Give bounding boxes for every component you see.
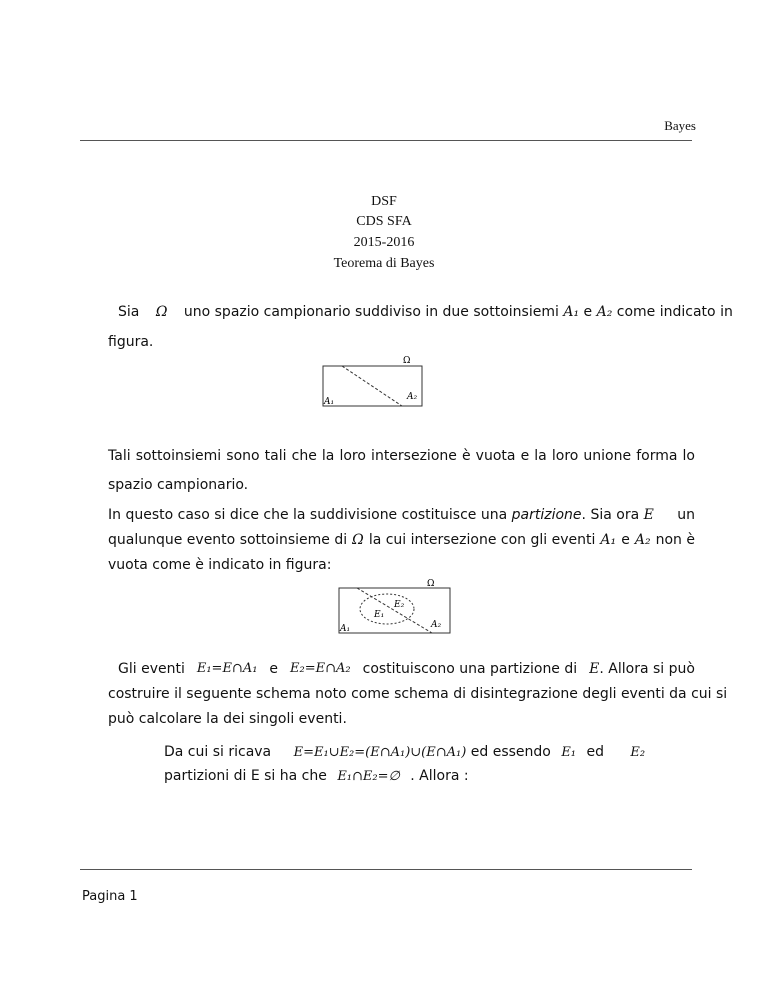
figure2-a2-label: A₂ — [431, 620, 442, 630]
p3-line1: In questo caso si dice che la suddivisione costituisce una partizione. Sia ora E un — [108, 507, 695, 523]
figure2-e2-label: E₂ — [394, 600, 405, 610]
running-header: Bayes — [664, 118, 696, 133]
p5-line2: partizioni di E si ha che E₁∩E₂=∅ . Allora : — [164, 768, 469, 784]
figure1-a2-label: A₂ — [407, 392, 418, 402]
figure1-divider — [342, 366, 402, 406]
header-rule — [80, 140, 692, 141]
figure1-omega-label: Ω — [403, 356, 411, 366]
course-code: CDS SFA — [356, 214, 412, 229]
formula-e1: E₁=E∩A₁ — [196, 661, 258, 676]
page-title: Teorema di Bayes — [333, 256, 435, 271]
course-label: DSF — [371, 194, 397, 209]
figure2-omega-label: Ω — [427, 579, 435, 589]
p4-line1: Gli eventi E₁=E∩A₁ e E₂=E∩A₂ costituiscono una partizione di E. Allora si può — [118, 661, 695, 677]
formula-union: E=E₁∪E₂=(E∩A₁)∪(E∩A₁) — [293, 745, 467, 760]
figure2-event-e — [360, 594, 414, 624]
p3-line3: vuota come è indicato in figura: — [108, 557, 332, 573]
figure1-a1-label: A₁ — [324, 397, 335, 407]
p2: Tali sottoinsiemi sono tali che la loro intersezione è vuota e la loro unione forma lo spazio campionario. — [108, 448, 695, 493]
figure-event-intersection — [335, 574, 455, 636]
p3-line2: qualunque evento sottoinsieme di Ω la cui intersezione con gli eventi A₁ e A₂ non è — [108, 532, 695, 548]
p4-line2: costruire il seguente schema noto come schema di disintegrazione degli eventi da cui si — [108, 686, 728, 702]
p4-line3: può calcolare la dei singoli eventi. — [108, 711, 347, 727]
figure2-e1-label: E₁ — [374, 610, 385, 620]
figure2-a1-label: A₁ — [340, 624, 351, 634]
formula-e2: E₂=E∩A₂ — [290, 661, 351, 676]
figure-partition — [320, 350, 430, 410]
academic-year: 2015-2016 — [353, 235, 415, 250]
p5-line1: Da cui si ricava E=E₁∪E₂=(E∩A₁)∪(E∩A₁) ed essendo E₁ ed E₂ — [164, 744, 646, 760]
p1-line1: Sia Ω uno spazio campionario suddiviso in due sottoinsiemi A₁ e A₂ come indicato in — [118, 304, 733, 320]
page-number: Pagina 1 — [82, 889, 138, 904]
p1-line2: figura. — [108, 334, 154, 350]
formula-empty-intersection: E₁∩E₂=∅ — [337, 769, 400, 784]
omega-symbol: Ω — [155, 304, 168, 320]
footer-rule — [80, 869, 692, 870]
